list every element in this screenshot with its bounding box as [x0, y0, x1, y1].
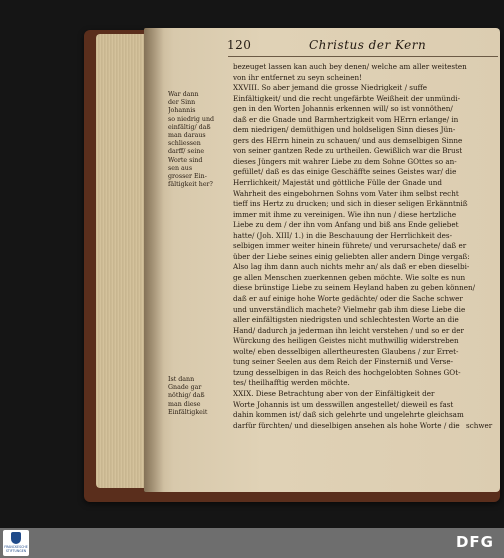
margin-note-line: War dann — [168, 91, 199, 98]
text-line: ge allen Menschen zuerkennen geben möchte. Wie solte es nun — [233, 272, 466, 282]
margin-note-line: sen aus — [168, 164, 193, 172]
library-logo — [3, 530, 29, 556]
margin-note-line: einfältig/ daß — [168, 123, 211, 131]
text-line: wolte/ eben desselbigen allertheuresten Glaubens / zur Erret- — [233, 346, 459, 356]
margin-note-line: Ist dann — [168, 376, 195, 383]
body-text — [233, 62, 501, 431]
margin-note-line: man daraus — [168, 131, 206, 139]
text-line: darfür fürchten/ und dieselbigen ansehen als hohe Worte / die — [233, 420, 460, 430]
text-line: daß er die Gnade und Barmhertzigkeit vom HErrn erlange/ in — [233, 114, 459, 124]
margin-note-line: man diese — [168, 400, 201, 408]
text-line: hatte/ (Joh. XIII/ 1.) in die Beschauung der Herrlichkeit des- — [233, 230, 453, 240]
text-line: und unverständlich machete? Vielmehr gab ihm diese Liebe die — [233, 304, 466, 314]
text-line: XXIX. Diese Betrachtung aber von der Einfältigkeit der — [233, 388, 435, 398]
text-line: Hand/ dadurch ja jederman ihn leicht verstehen / und so er der — [233, 325, 464, 335]
margin-note — [168, 91, 234, 189]
page-number: 120 — [227, 38, 252, 52]
text-line: dieses Jüngers mit wahrer Liebe zu dem Sohne GOttes so an- — [233, 156, 457, 166]
text-line: dem niedrigen/ demüthigen und holdseligen Sinn dieses Jün- — [233, 125, 456, 135]
text-line: Einfältigkeit/ und die recht ungefärbte Weißheit der unmündi- — [233, 93, 461, 103]
margin-note-line: grosser Ein- — [168, 172, 207, 180]
text-line: von seiner gantzen Rede zu urtheilen. Gewißlich war die Brust — [233, 146, 463, 156]
text-line: diese brünstige Liebe zu seinem Heyland haben zu geben können/ — [233, 283, 476, 293]
text-line: gen in den Worten Johannis erkennen will/ so ist vonnöthen/ — [233, 104, 453, 114]
text-line: bezeuget lassen kan auch bey denen/ welche am aller weitesten — [233, 62, 467, 71]
margin-note-line: so niedrig und — [168, 115, 215, 123]
gutter-shadow — [144, 28, 164, 492]
margin-note-line: nöthig/ daß — [168, 392, 205, 400]
library-logo-text — [3, 545, 29, 553]
library-logo-line: FRANCKESCHE — [4, 545, 28, 549]
text-line: XXVIII. So aber jemand die grosse Niedrigkeit / suffe — [233, 83, 427, 93]
margin-note-line: Einfältigkeit — [168, 408, 208, 416]
text-line: von ihr entfernet zu seyn scheinen! — [233, 72, 363, 82]
dfg-logo: DFG — [455, 533, 494, 551]
text-line: Wahrheit des eingebohrnen Sohns vom Vater ihm selbst recht — [233, 188, 459, 198]
text-line: Würckung des heiligen Geistes nicht muthwillig widerstreben — [233, 336, 459, 346]
text-line: Worte Johannis ist um desswillen angestellet/ dieweil es fast — [233, 399, 454, 409]
margin-note-line: darff/ seine — [168, 148, 205, 156]
margin-note-line: Worte sind — [168, 156, 203, 164]
catchword: schwer — [466, 421, 493, 430]
text-line: tzung desselbigen in das Reich des hochgelobten Sohnes GOt- — [233, 367, 461, 377]
text-line: Liebe zu dem / der ihn vom Anfang und biß ans Ende geliebet — [233, 220, 459, 230]
page-header — [227, 34, 437, 54]
page-edges — [96, 34, 146, 488]
margin-note-line: Gnade gar — [168, 384, 202, 392]
viewer-footer — [0, 528, 504, 558]
library-logo-line: STIFTUNGEN — [5, 549, 27, 553]
margin-note-line: Johannis — [168, 107, 196, 115]
text-line: dahin kommen ist/ daß sich gelehrte und ungelehrte gleichsam — [233, 410, 464, 420]
header-rule — [228, 56, 498, 57]
text-line: tung seiner Seelen aus dem Reich der Finsterniß und Verse- — [233, 357, 454, 367]
margin-note-line: schliessen — [168, 140, 201, 148]
text-line: gers des HErrn hinein zu schauen/ und aus demselbigen Sinne — [233, 135, 463, 145]
margin-note-line: der Sinn — [168, 99, 196, 107]
text-line: tes/ theilhafftig werden möchte. — [233, 378, 350, 388]
text-line: über der Liebe seines einig geliebten aller andern Dinge vergaß: — [233, 251, 470, 261]
text-line: immer mit ihme zu vereinigen. Wie ihn nun / diese hertzliche — [233, 209, 457, 219]
text-line: selbigen immer weiter hinein führete/ und verursachete/ daß er — [233, 241, 467, 251]
text-line: gefüllet/ daß es das einige Geschäffte seines Geistes war/ die — [233, 167, 457, 177]
running-title: Christus der Kern — [309, 38, 427, 52]
margin-note — [168, 376, 234, 417]
margin-note-line: fältigkeit her? — [168, 181, 213, 189]
text-line: daß er auf einige hohe Worte gedächte/ oder die Sache schwer — [233, 294, 463, 304]
crest-icon — [11, 532, 21, 544]
text-line: Also lag ihm dann auch nichts mehr an/ als daß er eben dieselbi- — [233, 262, 470, 272]
text-line: tieff ins Hertz zu drucken; und sich in dieser seligen Erkänntniß — [233, 199, 468, 209]
text-line: Herrlichkeit/ Majestät und göttliche Fülle der Gnade und — [233, 178, 442, 188]
text-line: aller einfältigsten niedrigsten und schlechtesten Worte an die — [233, 315, 459, 325]
